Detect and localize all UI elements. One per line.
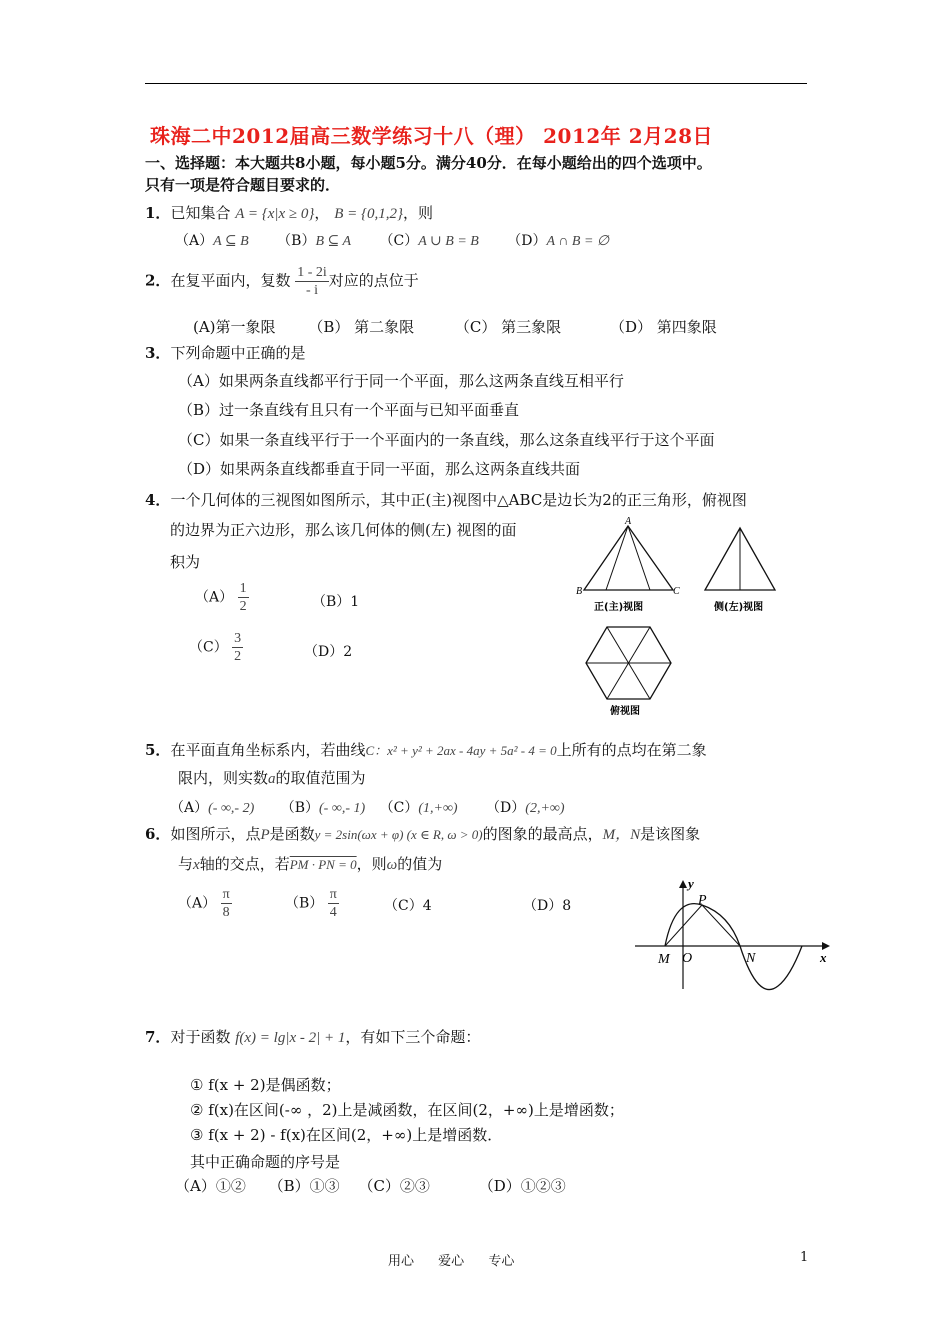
q5-options <box>170 797 565 817</box>
q4-option-a <box>195 580 249 615</box>
q2-option-a: (A)第一象限 <box>193 318 276 336</box>
origin-label: O <box>682 951 693 966</box>
q6-option-c: （C）4 <box>384 898 432 914</box>
q7-statement-1: ① f(x + 2)是偶函数； <box>190 1076 341 1094</box>
q7-option-a: （A）①② <box>175 1177 246 1195</box>
q5-option-d: (2,+∞) <box>525 801 565 816</box>
q6-text-b: 是函数 <box>269 825 315 843</box>
option-label: （B） <box>280 800 320 816</box>
q5-text-a: 在平面直角坐标系内，若曲线 <box>170 741 366 759</box>
q6-text-d: 是该图象 <box>640 825 701 843</box>
q2-fraction <box>295 264 329 299</box>
q6-option-b-fraction <box>328 886 339 921</box>
q7-statement-3: ③ f(x + 2) - f(x)在区间(2，+∞)上是增函数． <box>190 1126 503 1144</box>
option-label: （D） <box>486 800 526 816</box>
numerator: π <box>329 887 337 902</box>
q7-prompt: 其中正确命题的序号是 <box>190 1153 341 1171</box>
question-number: 2． <box>145 271 171 290</box>
q3-option-b: （B）过一条直线有且只有一个平面与已知平面垂直 <box>178 401 520 419</box>
q6-option-a-fraction <box>221 886 232 921</box>
option-label: （C） <box>379 800 419 816</box>
q6-point-p: P <box>260 827 270 843</box>
q4-option-b: （B）1 <box>312 594 360 610</box>
q7-option-d: （D）①②③ <box>478 1177 566 1195</box>
question-5-line1 <box>145 739 707 760</box>
section-heading-line1: 一、选择题：本大题共8小题，每小题5分。满分40分．在每小题给出的四个选项中。 <box>145 154 712 172</box>
q1-set-a: A = {x|x ≥ 0} <box>235 206 315 222</box>
q6-text-g: ，则 <box>356 855 387 873</box>
section-heading-line2: 只有一项是符合题目要求的． <box>145 176 341 194</box>
point-m-label: M <box>658 952 670 967</box>
numerator: 1 <box>239 581 247 596</box>
q5-text-c: 限内，则实数 <box>178 769 269 787</box>
question-number: 3． <box>145 344 171 362</box>
q5-option-a: (- ∞,- 2) <box>208 801 255 816</box>
question-2 <box>145 264 419 299</box>
q1-set-b: B = {0,1,2} <box>334 206 404 222</box>
vertex-c-label: C <box>673 586 680 597</box>
q1-option-a: A ⊆ B <box>213 234 249 249</box>
option-label: （A） <box>195 589 234 606</box>
q1-text-b: ，则 <box>403 204 434 222</box>
q4-option-c <box>189 630 243 665</box>
question-3 <box>145 342 305 363</box>
question-7 <box>145 1026 480 1047</box>
three-view-figure <box>570 514 790 724</box>
q5-text-b: 上所有的点均在第二象 <box>556 741 707 759</box>
q1-options <box>175 230 609 250</box>
q6-option-d: （D）8 <box>523 898 572 914</box>
option-label: （A） <box>170 800 209 816</box>
q2-option-c: （C） 第三象限 <box>454 318 562 336</box>
q7-option-c: （C）②③ <box>358 1177 430 1195</box>
q3-option-a: （A）如果两条直线都平行于同一个平面，那么这两条直线互相平行 <box>178 372 624 390</box>
q7-text-a: 对于函数 <box>170 1028 231 1046</box>
denominator: 8 <box>222 905 230 920</box>
page-title: 珠海二中2012届高三数学练习十八（理） 2012年 2月28日 <box>150 124 714 148</box>
denominator: 2 <box>234 649 242 664</box>
question-number: 1． <box>145 204 171 222</box>
q3-text: 下列命题中正确的是 <box>170 344 306 362</box>
q6-text-f: 轴的交点，若 <box>199 855 290 873</box>
question-5-line2 <box>178 767 366 788</box>
q6-text-a: 如图所示，点 <box>170 825 261 843</box>
point-p-label: P <box>698 893 707 908</box>
q2-option-b: （B） 第二象限 <box>308 318 415 336</box>
y-axis-label: y <box>688 876 694 891</box>
denominator: 2 <box>239 599 247 614</box>
q4-option-a-fraction <box>238 580 249 615</box>
q6-points-mn: M，N <box>602 827 641 843</box>
y-axis-arrow-icon <box>679 880 687 888</box>
x-axis-arrow-icon <box>822 942 830 950</box>
sine-graph <box>630 874 835 994</box>
option-label: （D） <box>507 233 547 249</box>
q5-option-b: (- ∞,- 1) <box>319 801 366 816</box>
q2-text-a: 在复平面内，复数 <box>170 271 291 290</box>
option-label: （A） <box>178 895 217 912</box>
question-6-line2 <box>178 853 442 874</box>
q4-text-line1: 一个几何体的三视图如图所示，其中正(主)视图中△ABC是边长为2的正三角形，俯视图 <box>170 491 747 509</box>
footer-word: 用心 <box>388 1254 415 1269</box>
footer-word: 专心 <box>488 1254 515 1269</box>
vertex-b-label: B <box>576 586 583 597</box>
q2-text-b: 对应的点位于 <box>328 271 419 290</box>
question-number: 5． <box>145 741 171 759</box>
q6-dot-product: PM · PN = 0 <box>289 857 357 872</box>
q6-function: y = 2sin(ωx + φ) (x ∈ R, ω > 0) <box>314 827 483 842</box>
q1-option-b: B ⊆ A <box>315 234 352 249</box>
q1-sep: ， <box>314 204 330 222</box>
question-number: 6． <box>145 825 171 843</box>
q6-option-b <box>285 886 339 921</box>
page-number: 1 <box>800 1250 809 1265</box>
q4-text-line2: 的边界为正六边形，那么该几何体的侧(左) 视图的面 <box>170 521 517 539</box>
numerator: 3 <box>234 631 242 646</box>
footer-motto <box>388 1250 514 1269</box>
question-4-line1 <box>145 489 747 510</box>
point-n-label: N <box>746 951 756 966</box>
top-view <box>586 627 671 699</box>
option-label: （B） <box>277 233 316 249</box>
q7-statement-2: ② f(x)在区间(-∞ ，2)上是减函数，在区间(2，+∞)上是增函数； <box>190 1101 624 1119</box>
front-view-label: 正(主)视图 <box>594 602 644 613</box>
option-label: （C） <box>189 639 228 656</box>
front-view <box>584 526 673 590</box>
q6-x-var: x <box>193 857 200 873</box>
question-6-line1 <box>145 823 700 844</box>
q6-omega: ω <box>386 857 398 873</box>
q5-curve-equation: C：x² + y² + 2ax - 4ay + 5a² - 4 = 0 <box>365 743 557 758</box>
q2-frac-numerator: 1 - 2i <box>297 265 327 280</box>
q6-option-a <box>178 886 232 921</box>
q7-text-b: ，有如下三个命题： <box>345 1028 481 1046</box>
q2-frac-denominator: - i <box>305 283 319 298</box>
question-1 <box>145 202 433 223</box>
triangle-mpn <box>665 905 740 946</box>
side-view <box>705 528 775 590</box>
side-view-label: 侧(左)视图 <box>714 602 764 613</box>
q1-option-d: A ∩ B = ∅ <box>546 234 610 249</box>
vertex-a-label: A <box>625 516 632 527</box>
q1-text-a: 已知集合 <box>170 204 231 222</box>
q4-option-c-fraction <box>232 630 243 665</box>
header-rule <box>145 83 807 84</box>
q4-text-line3: 积为 <box>170 553 201 571</box>
q4-option-d: （D）2 <box>304 644 353 660</box>
q7-option-b: （B）①③ <box>268 1177 340 1195</box>
q6-text-h: 的值为 <box>397 855 443 873</box>
q5-text-d: 的取值范围为 <box>275 769 366 787</box>
q5-var-a: a <box>268 771 276 787</box>
q6-text-e: 与 <box>178 855 194 873</box>
option-label: （A） <box>175 233 214 249</box>
top-view-label: 俯视图 <box>610 706 640 717</box>
q2-options <box>193 316 717 337</box>
q7-options <box>175 1175 566 1196</box>
option-label: （C） <box>379 233 419 249</box>
numerator: π <box>222 887 230 902</box>
question-number: 7． <box>145 1028 171 1046</box>
footer-word: 爱心 <box>438 1254 465 1269</box>
option-label: （B） <box>285 895 324 912</box>
denominator: 4 <box>329 905 337 920</box>
q3-option-d: （D）如果两条直线都垂直于同一平面，那么这两条直线共面 <box>178 460 581 478</box>
q1-option-c: A ∪ B = B <box>418 234 479 249</box>
question-number: 4． <box>145 491 171 509</box>
q5-option-c: (1,+∞) <box>418 801 458 816</box>
q7-function: f(x) = lg|x - 2| + 1 <box>235 1030 346 1046</box>
x-axis-label: x <box>820 950 827 965</box>
q2-option-d: （D） 第四象限 <box>609 318 717 336</box>
q3-option-c: （C）如果一条直线平行于一个平面内的一条直线，那么这条直线平行于这个平面 <box>178 431 715 449</box>
q6-text-c: 的图象的最高点， <box>482 825 603 843</box>
